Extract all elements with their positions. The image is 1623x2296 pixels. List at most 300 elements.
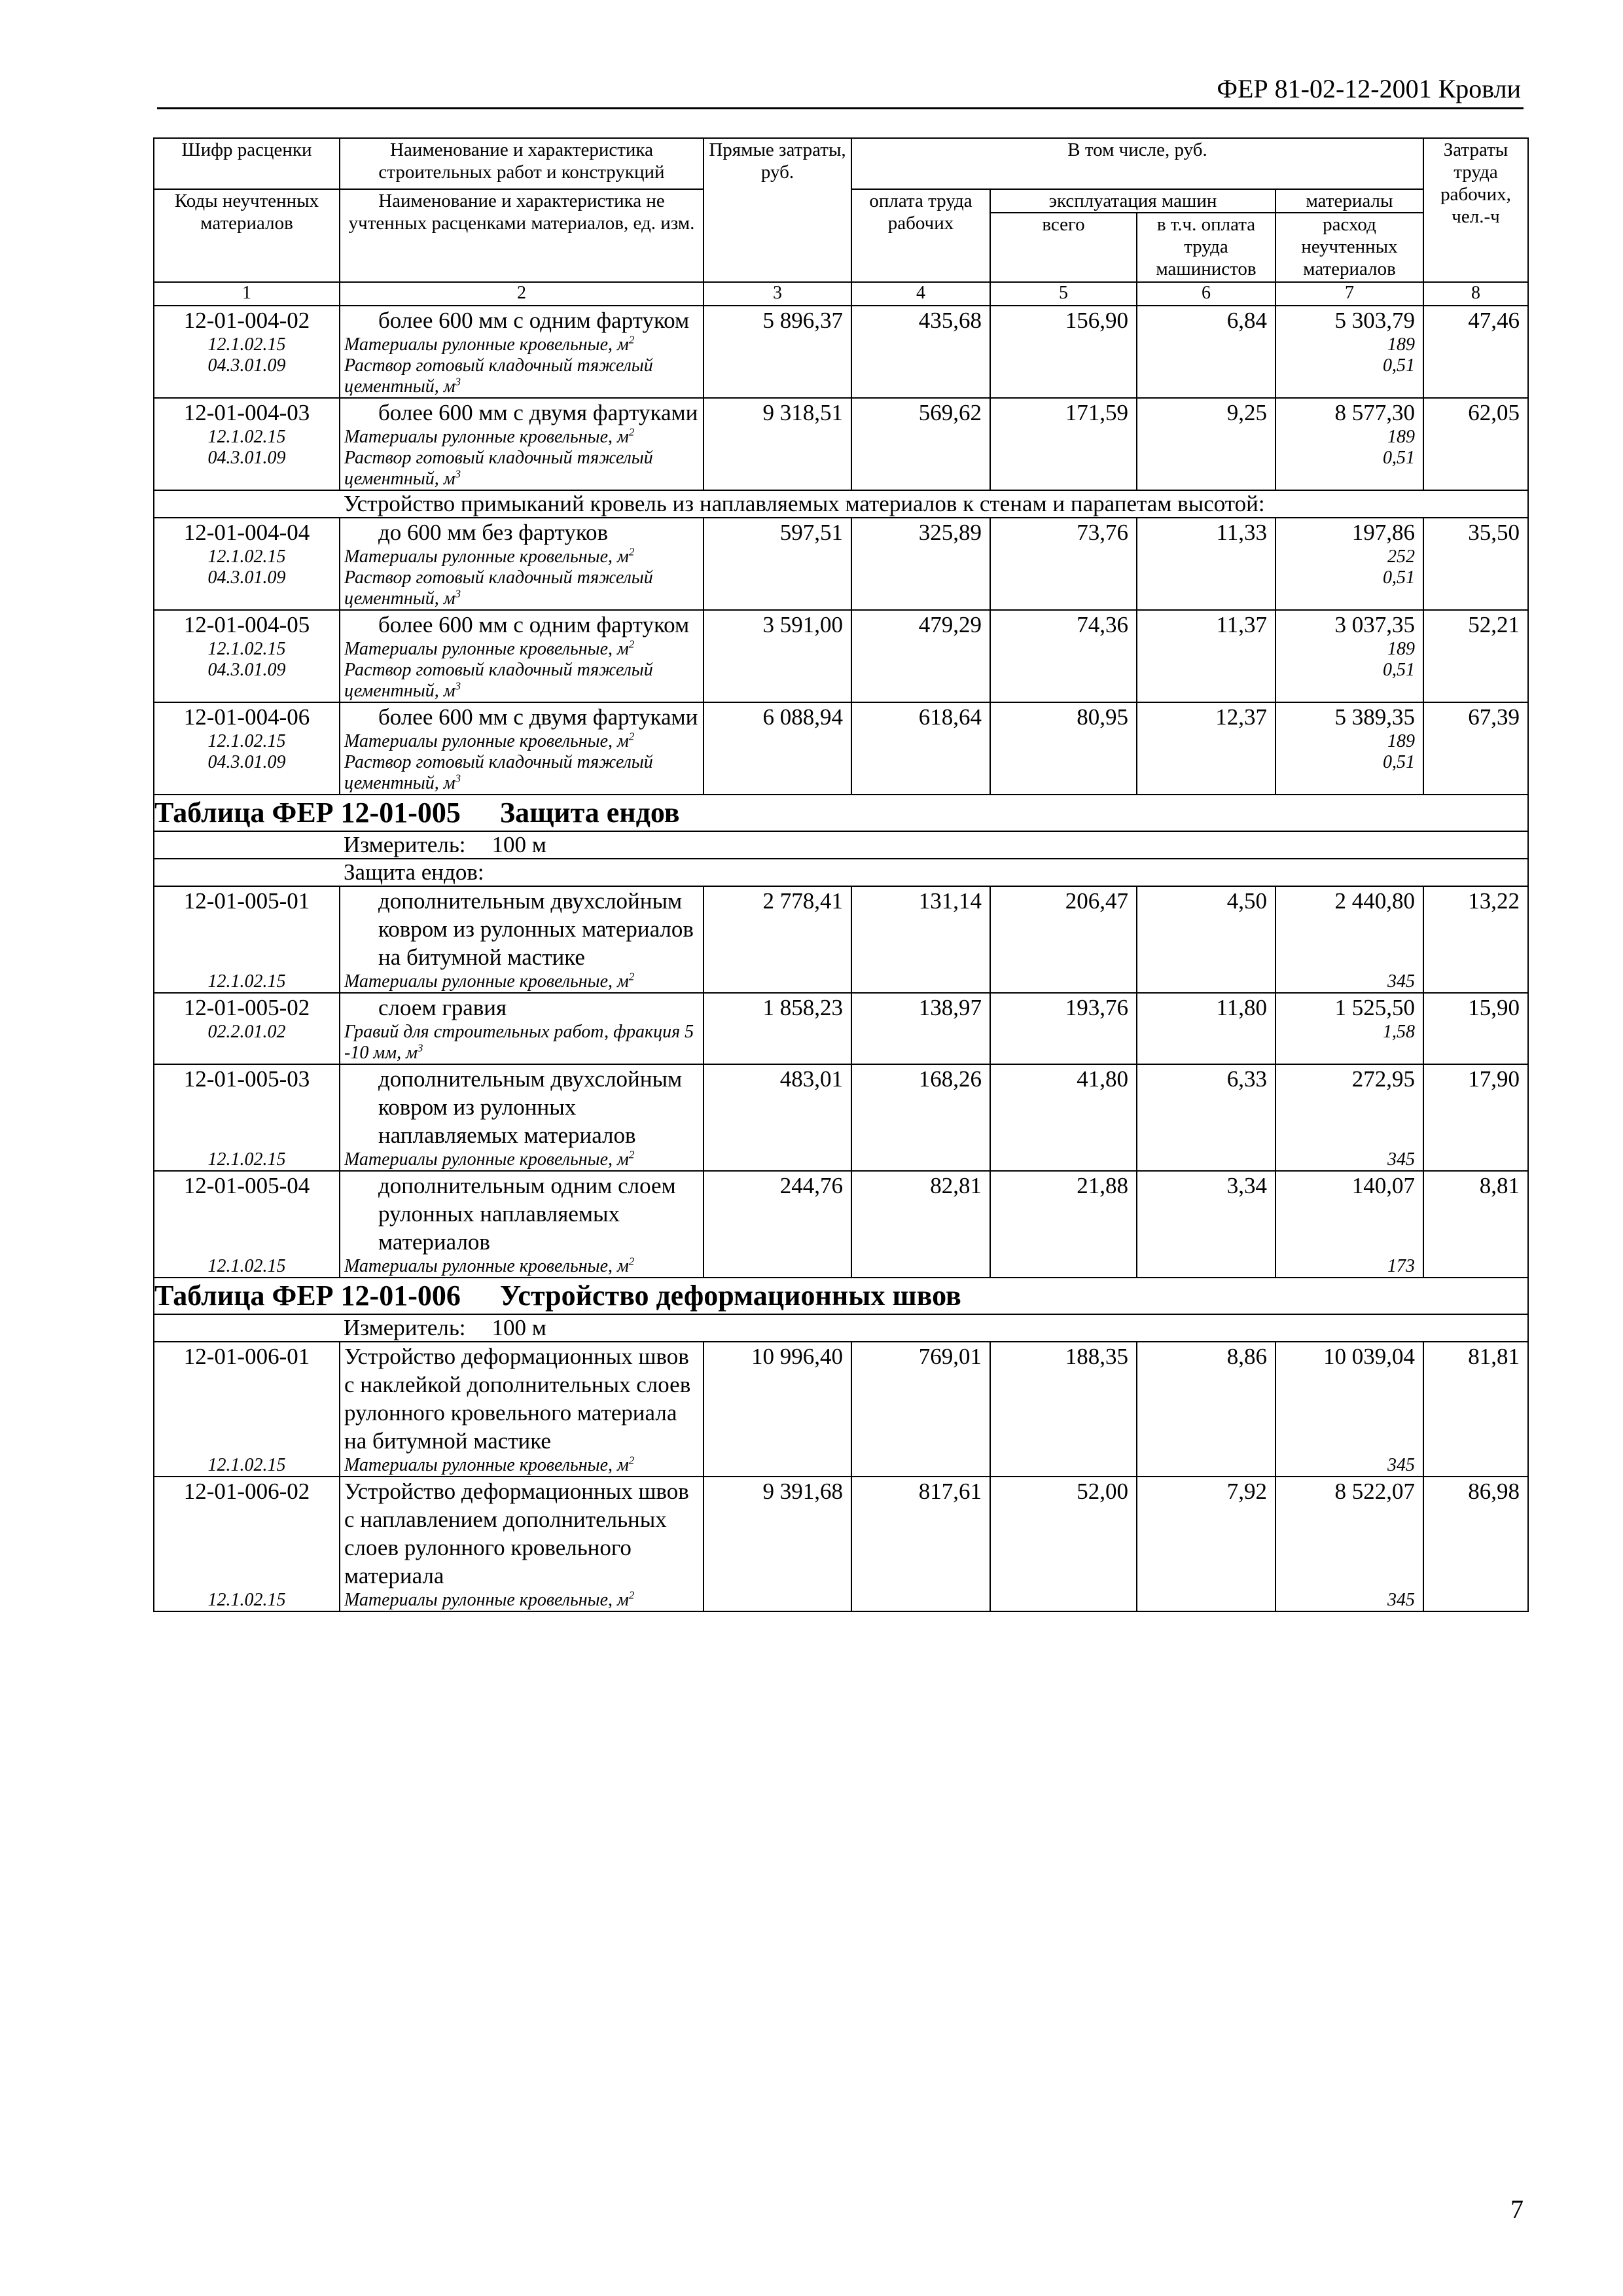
material-code: 02.2.01.02 bbox=[207, 1022, 286, 1042]
cost-value: 17,90 bbox=[1423, 1064, 1528, 1171]
material-qtys bbox=[1276, 1455, 1415, 1476]
materials-value: 1 525,50 bbox=[1334, 995, 1415, 1020]
material-name-text: Раствор готовый кладочный тяжелый цементный, м bbox=[344, 355, 653, 397]
cost-value: 171,59 bbox=[990, 398, 1137, 490]
rate-code-cell bbox=[154, 886, 340, 993]
cost-value: 9 391,68 bbox=[704, 1477, 851, 1611]
rate-code: 12-01-005-01 bbox=[183, 888, 310, 914]
material-names bbox=[344, 639, 703, 702]
cost-value: 9 318,51 bbox=[704, 398, 851, 490]
column-number: 4 bbox=[851, 282, 990, 306]
cost-value: 8,81 bbox=[1423, 1171, 1528, 1278]
material-name bbox=[344, 547, 703, 567]
rate-code: 12-01-005-02 bbox=[183, 995, 310, 1020]
material-name bbox=[344, 1149, 703, 1170]
cost-value: 11,37 bbox=[1137, 610, 1275, 702]
cost-value: 6 088,94 bbox=[704, 702, 851, 795]
rate-name: более 600 мм с одним фартуком bbox=[378, 612, 690, 637]
col-materials-use: расход неучтенных материалов bbox=[1275, 213, 1423, 282]
material-name bbox=[344, 567, 703, 609]
rate-name-cell bbox=[340, 398, 704, 490]
code-spacer bbox=[154, 1505, 339, 1590]
material-names bbox=[344, 427, 703, 490]
material-codes bbox=[154, 1256, 339, 1277]
col-incl: В том числе, руб. bbox=[851, 138, 1423, 189]
meter-row bbox=[154, 1314, 1528, 1342]
cost-value: 81,81 bbox=[1423, 1342, 1528, 1477]
rate-code: 12-01-004-04 bbox=[183, 520, 310, 545]
rate-name: дополнительным двухслойным ковром из рулонных материалов на битумной мастике bbox=[378, 888, 694, 970]
material-codes bbox=[154, 1149, 339, 1170]
rate-code-cell bbox=[154, 398, 340, 490]
col-direct: Прямые затраты, руб. bbox=[704, 138, 851, 282]
rate-code-cell bbox=[154, 1477, 340, 1611]
cost-value: 15,90 bbox=[1423, 993, 1528, 1064]
cost-value: 569,62 bbox=[851, 398, 990, 490]
material-name-text: Материалы рулонные кровельные, м bbox=[344, 1149, 629, 1170]
material-qtys bbox=[1276, 1256, 1415, 1277]
material-qty: 189 bbox=[1387, 427, 1415, 447]
cost-value: 244,76 bbox=[704, 1171, 851, 1278]
material-unit-power: 2 bbox=[628, 425, 635, 439]
qty-spacer bbox=[1276, 1200, 1415, 1256]
material-names bbox=[344, 1455, 703, 1476]
cost-value: 435,68 bbox=[851, 306, 990, 398]
rate-code-cell bbox=[154, 702, 340, 795]
materials-cell bbox=[1275, 1477, 1423, 1611]
meter bbox=[340, 831, 1528, 859]
rate-code-cell bbox=[154, 1064, 340, 1171]
cost-value: 1 858,23 bbox=[704, 993, 851, 1064]
column-number: 2 bbox=[340, 282, 704, 306]
material-qtys bbox=[1276, 731, 1415, 773]
page-header bbox=[157, 73, 1524, 109]
material-name-text: Материалы рулонные кровельные, м bbox=[344, 639, 629, 659]
material-codes bbox=[154, 547, 339, 588]
qty-spacer bbox=[1276, 915, 1415, 971]
material-code: 04.3.01.09 bbox=[207, 567, 286, 588]
code-spacer bbox=[154, 915, 339, 971]
material-name bbox=[344, 427, 703, 448]
materials-cell bbox=[1275, 1064, 1423, 1171]
cost-value: 156,90 bbox=[990, 306, 1137, 398]
cost-value: 80,95 bbox=[990, 702, 1137, 795]
cost-value: 13,22 bbox=[1423, 886, 1528, 993]
material-unit-power: 3 bbox=[455, 679, 461, 692]
rate-row bbox=[154, 886, 1528, 993]
material-qty: 0,51 bbox=[1383, 567, 1415, 588]
material-unit-power: 2 bbox=[628, 545, 635, 558]
cost-value: 11,33 bbox=[1137, 518, 1275, 610]
material-unit-power: 2 bbox=[628, 1255, 635, 1268]
col-labor-cost: Затраты труда рабочих, чел.-ч bbox=[1423, 138, 1528, 282]
materials-cell bbox=[1275, 702, 1423, 795]
rate-row bbox=[154, 1477, 1528, 1611]
code-spacer bbox=[154, 1200, 339, 1256]
material-name bbox=[344, 448, 703, 490]
material-names bbox=[344, 971, 703, 992]
cost-value: 7,92 bbox=[1137, 1477, 1275, 1611]
cost-value: 11,80 bbox=[1137, 993, 1275, 1064]
material-codes bbox=[154, 1022, 339, 1043]
rate-name: дополнительным двухслойным ковром из рулонных наплавляемых материалов bbox=[378, 1066, 683, 1148]
cost-value: 817,61 bbox=[851, 1477, 990, 1611]
material-names bbox=[344, 334, 703, 397]
cost-value: 73,76 bbox=[990, 518, 1137, 610]
material-code: 12.1.02.15 bbox=[207, 971, 286, 992]
materials-value: 8 522,07 bbox=[1334, 1479, 1415, 1504]
rate-name-cell bbox=[340, 1477, 704, 1611]
cost-value: 2 778,41 bbox=[704, 886, 851, 993]
material-qty: 0,51 bbox=[1383, 355, 1415, 376]
material-code: 12.1.02.15 bbox=[207, 1590, 286, 1610]
materials-cell bbox=[1275, 398, 1423, 490]
column-number: 6 bbox=[1137, 282, 1275, 306]
column-number: 3 bbox=[704, 282, 851, 306]
rate-code: 12-01-005-03 bbox=[183, 1066, 310, 1092]
material-names bbox=[344, 731, 703, 794]
rate-code: 12-01-006-01 bbox=[183, 1344, 310, 1369]
material-unit-power: 2 bbox=[628, 730, 635, 743]
material-qty: 0,51 bbox=[1383, 448, 1415, 468]
cost-value: 193,76 bbox=[990, 993, 1137, 1064]
material-qty: 345 bbox=[1387, 1149, 1415, 1170]
rate-code: 12-01-004-03 bbox=[183, 400, 310, 425]
rate-name: более 600 мм с двумя фартуками bbox=[378, 704, 698, 730]
document-title: ФЕР 81-02-12-2001 Кровли bbox=[1217, 74, 1521, 103]
material-name bbox=[344, 1455, 703, 1476]
table-title-text: Устройство деформационных швов bbox=[499, 1280, 961, 1312]
column-numbers-row bbox=[154, 282, 1528, 306]
materials-value: 8 577,30 bbox=[1334, 400, 1415, 425]
col-labor-pay: оплата труда рабочих bbox=[851, 189, 990, 282]
meter-label: Измеритель: bbox=[344, 832, 466, 857]
material-qtys bbox=[1276, 1149, 1415, 1170]
materials-cell bbox=[1275, 886, 1423, 993]
table-title bbox=[154, 1278, 1528, 1314]
column-number: 7 bbox=[1275, 282, 1423, 306]
material-name bbox=[344, 334, 703, 355]
cost-value: 41,80 bbox=[990, 1064, 1137, 1171]
rate-name-cell bbox=[340, 518, 704, 610]
rate-row bbox=[154, 518, 1528, 610]
material-qty: 189 bbox=[1387, 639, 1415, 659]
rate-name: дополнительным одним слоем рулонных наплавляемых материалов bbox=[378, 1173, 676, 1255]
rate-code-cell bbox=[154, 610, 340, 702]
material-qtys bbox=[1276, 547, 1415, 588]
cost-value: 82,81 bbox=[851, 1171, 990, 1278]
material-name-text: Материалы рулонные кровельные, м bbox=[344, 427, 629, 447]
cost-value: 6,84 bbox=[1137, 306, 1275, 398]
cost-value: 47,46 bbox=[1423, 306, 1528, 398]
cost-value: 206,47 bbox=[990, 886, 1137, 993]
material-qty: 345 bbox=[1387, 1590, 1415, 1610]
cost-value: 3 591,00 bbox=[704, 610, 851, 702]
rate-name: более 600 мм с двумя фартуками bbox=[378, 400, 698, 425]
rate-name-cell bbox=[340, 993, 704, 1064]
material-name-text: Раствор готовый кладочный тяжелый цементный, м bbox=[344, 567, 653, 609]
qty-spacer bbox=[1276, 1505, 1415, 1590]
table-title-row bbox=[154, 795, 1528, 831]
material-name bbox=[344, 660, 703, 702]
column-number: 5 bbox=[990, 282, 1137, 306]
col-machines-labor: в т.ч. оплата труда машинистов bbox=[1137, 213, 1275, 282]
table-head bbox=[154, 138, 1528, 306]
table-title-row bbox=[154, 1278, 1528, 1314]
material-qty: 189 bbox=[1387, 334, 1415, 355]
material-codes bbox=[154, 639, 339, 681]
material-name-text: Раствор готовый кладочный тяжелый цементный, м bbox=[344, 752, 653, 793]
group-row bbox=[154, 859, 1528, 886]
rate-row bbox=[154, 1342, 1528, 1477]
column-number: 8 bbox=[1423, 282, 1528, 306]
material-qty: 0,51 bbox=[1383, 660, 1415, 680]
rate-code: 12-01-004-05 bbox=[183, 612, 310, 637]
cost-value: 6,33 bbox=[1137, 1064, 1275, 1171]
meter-value: 100 м bbox=[491, 1315, 546, 1340]
cost-value: 597,51 bbox=[704, 518, 851, 610]
group-heading: Защита ендов: bbox=[340, 859, 1528, 886]
cost-value: 35,50 bbox=[1423, 518, 1528, 610]
meter-row bbox=[154, 831, 1528, 859]
material-unit-power: 3 bbox=[455, 772, 461, 785]
material-qtys bbox=[1276, 1022, 1415, 1043]
cost-value: 131,14 bbox=[851, 886, 990, 993]
rate-row bbox=[154, 1171, 1528, 1278]
material-unit-power: 2 bbox=[628, 637, 635, 651]
cost-value: 21,88 bbox=[990, 1171, 1137, 1278]
table-title-code: Таблица ФЕР 12-01-005 bbox=[154, 797, 461, 829]
material-unit-power: 2 bbox=[628, 1454, 635, 1467]
cost-value: 12,37 bbox=[1137, 702, 1275, 795]
material-codes bbox=[154, 427, 339, 469]
col-name-top: Наименование и характеристика строительных работ и конструкций bbox=[340, 138, 704, 189]
meter-value: 100 м bbox=[491, 832, 546, 857]
cost-value: 769,01 bbox=[851, 1342, 990, 1477]
rate-code-cell bbox=[154, 518, 340, 610]
material-name bbox=[344, 1590, 703, 1611]
material-name-text: Гравий для строительных работ, фракция 5 -10 мм, м bbox=[344, 1022, 694, 1063]
rate-name-cell bbox=[340, 1171, 704, 1278]
material-unit-power: 2 bbox=[628, 970, 635, 983]
material-unit-power: 3 bbox=[417, 1041, 423, 1054]
materials-value: 197,86 bbox=[1351, 520, 1415, 545]
rate-name: слоем гравия bbox=[378, 995, 507, 1020]
material-unit-power: 2 bbox=[628, 1588, 635, 1602]
col-code-top: Шифр расценки bbox=[154, 138, 340, 189]
cost-value: 74,36 bbox=[990, 610, 1137, 702]
material-codes bbox=[154, 334, 339, 376]
materials-value: 272,95 bbox=[1351, 1066, 1415, 1092]
rate-name-cell bbox=[340, 610, 704, 702]
material-name bbox=[344, 971, 703, 992]
material-code: 04.3.01.09 bbox=[207, 355, 286, 376]
material-codes bbox=[154, 1590, 339, 1611]
rate-code: 12-01-005-04 bbox=[183, 1173, 310, 1198]
material-names bbox=[344, 547, 703, 609]
material-name-text: Материалы рулонные кровельные, м bbox=[344, 731, 629, 751]
price-table bbox=[153, 137, 1529, 1612]
material-name-text: Материалы рулонные кровельные, м bbox=[344, 1590, 629, 1610]
rate-name-cell bbox=[340, 1064, 704, 1171]
col-materials: материалы bbox=[1275, 189, 1423, 213]
rate-row bbox=[154, 306, 1528, 398]
rate-name: более 600 мм с одним фартуком bbox=[378, 308, 690, 333]
rate-code-cell bbox=[154, 306, 340, 398]
material-name-text: Материалы рулонные кровельные, м bbox=[344, 971, 629, 992]
material-qtys bbox=[1276, 334, 1415, 376]
table-title-text: Защита ендов bbox=[499, 797, 680, 829]
cost-value: 52,00 bbox=[990, 1477, 1137, 1611]
material-name bbox=[344, 1022, 703, 1064]
material-code: 12.1.02.15 bbox=[207, 1256, 286, 1276]
material-qtys bbox=[1276, 427, 1415, 469]
rate-code-cell bbox=[154, 993, 340, 1064]
cost-value: 483,01 bbox=[704, 1064, 851, 1171]
cost-value: 67,39 bbox=[1423, 702, 1528, 795]
cost-value: 138,97 bbox=[851, 993, 990, 1064]
material-code: 12.1.02.15 bbox=[207, 639, 286, 659]
material-unit-power: 3 bbox=[455, 467, 461, 480]
material-qty: 189 bbox=[1387, 731, 1415, 751]
column-number: 1 bbox=[154, 282, 340, 306]
material-name-text: Материалы рулонные кровельные, м bbox=[344, 1455, 629, 1475]
rate-code-cell bbox=[154, 1171, 340, 1278]
col-name-bottom: Наименование и характеристика не учтенных расценками материалов, ед. изм. bbox=[340, 189, 704, 282]
material-code: 12.1.02.15 bbox=[207, 547, 286, 567]
cost-value: 86,98 bbox=[1423, 1477, 1528, 1611]
cost-value: 325,89 bbox=[851, 518, 990, 610]
material-code: 04.3.01.09 bbox=[207, 660, 286, 680]
materials-value: 5 303,79 bbox=[1334, 308, 1415, 333]
material-code: 04.3.01.09 bbox=[207, 752, 286, 772]
meter-spacer bbox=[154, 831, 340, 859]
material-qty: 345 bbox=[1387, 971, 1415, 992]
material-qty: 252 bbox=[1387, 547, 1415, 567]
cost-value: 10 996,40 bbox=[704, 1342, 851, 1477]
group-spacer bbox=[154, 859, 340, 886]
group-spacer bbox=[154, 490, 340, 518]
materials-cell bbox=[1275, 518, 1423, 610]
material-name-text: Раствор готовый кладочный тяжелый цементный, м bbox=[344, 448, 653, 489]
col-machines-total: всего bbox=[990, 213, 1137, 282]
rate-row bbox=[154, 1064, 1528, 1171]
material-qty: 1,58 bbox=[1383, 1022, 1415, 1042]
code-spacer bbox=[154, 1093, 339, 1149]
rate-row bbox=[154, 610, 1528, 702]
material-qtys bbox=[1276, 1590, 1415, 1611]
cost-value: 479,29 bbox=[851, 610, 990, 702]
materials-value: 10 039,04 bbox=[1323, 1344, 1415, 1369]
material-code: 12.1.02.15 bbox=[207, 1455, 286, 1475]
materials-cell bbox=[1275, 1171, 1423, 1278]
material-name bbox=[344, 752, 703, 794]
materials-value: 2 440,80 bbox=[1334, 888, 1415, 914]
material-qtys bbox=[1276, 639, 1415, 681]
material-unit-power: 2 bbox=[628, 333, 635, 346]
code-spacer bbox=[154, 1371, 339, 1455]
rate-row bbox=[154, 993, 1528, 1064]
col-machines: эксплуатация машин bbox=[990, 189, 1275, 213]
materials-cell bbox=[1275, 306, 1423, 398]
material-qty: 0,51 bbox=[1383, 752, 1415, 772]
material-codes bbox=[154, 971, 339, 992]
rate-code-cell bbox=[154, 1342, 340, 1477]
rate-code: 12-01-006-02 bbox=[183, 1479, 310, 1504]
materials-value: 3 037,35 bbox=[1334, 612, 1415, 637]
material-unit-power: 3 bbox=[455, 375, 461, 388]
rate-name-cell bbox=[340, 886, 704, 993]
rate-row bbox=[154, 702, 1528, 795]
material-code: 12.1.02.15 bbox=[207, 731, 286, 751]
material-unit-power: 2 bbox=[628, 1148, 635, 1161]
cost-value: 62,05 bbox=[1423, 398, 1528, 490]
group-heading: Устройство примыканий кровель из наплавляемых материалов к стенам и парапетам высотой: bbox=[340, 490, 1528, 518]
rate-row bbox=[154, 398, 1528, 490]
material-qty: 345 bbox=[1387, 1455, 1415, 1475]
material-name-text: Материалы рулонные кровельные, м bbox=[344, 547, 629, 567]
col-code-bottom: Коды неучтенных материалов bbox=[154, 189, 340, 282]
material-name bbox=[344, 1256, 703, 1277]
rate-code: 12-01-004-06 bbox=[183, 704, 310, 730]
material-qtys bbox=[1276, 971, 1415, 992]
cost-value: 168,26 bbox=[851, 1064, 990, 1171]
cost-value: 5 896,37 bbox=[704, 306, 851, 398]
material-names bbox=[344, 1022, 703, 1064]
rate-name-cell bbox=[340, 702, 704, 795]
material-code: 12.1.02.15 bbox=[207, 427, 286, 447]
materials-value: 5 389,35 bbox=[1334, 704, 1415, 730]
group-row bbox=[154, 490, 1528, 518]
material-code: 12.1.02.15 bbox=[207, 1149, 286, 1170]
material-unit-power: 3 bbox=[455, 587, 461, 600]
qty-spacer bbox=[1276, 1371, 1415, 1455]
material-code: 04.3.01.09 bbox=[207, 448, 286, 468]
qty-spacer bbox=[1276, 1093, 1415, 1149]
table-title bbox=[154, 795, 1528, 831]
cost-value: 9,25 bbox=[1137, 398, 1275, 490]
rate-name: Устройство деформационных швов с наплавлением дополнительных слоев рулонного кровельного материала bbox=[344, 1479, 689, 1588]
rate-name-cell bbox=[340, 1342, 704, 1477]
table-title-code: Таблица ФЕР 12-01-006 bbox=[154, 1280, 461, 1312]
cost-value: 8,86 bbox=[1137, 1342, 1275, 1477]
material-code: 12.1.02.15 bbox=[207, 334, 286, 355]
materials-value: 140,07 bbox=[1351, 1173, 1415, 1198]
materials-cell bbox=[1275, 610, 1423, 702]
material-name-text: Материалы рулонные кровельные, м bbox=[344, 334, 629, 355]
material-names bbox=[344, 1590, 703, 1611]
material-codes bbox=[154, 731, 339, 773]
rate-name: до 600 мм без фартуков bbox=[378, 520, 609, 545]
cost-value: 4,50 bbox=[1137, 886, 1275, 993]
meter bbox=[340, 1314, 1528, 1342]
material-names bbox=[344, 1256, 703, 1277]
material-qty: 173 bbox=[1387, 1256, 1415, 1276]
materials-cell bbox=[1275, 993, 1423, 1064]
material-name-text: Материалы рулонные кровельные, м bbox=[344, 1256, 629, 1276]
meter-spacer bbox=[154, 1314, 340, 1342]
table-body bbox=[154, 306, 1528, 1611]
material-name-text: Раствор готовый кладочный тяжелый цементный, м bbox=[344, 660, 653, 701]
cost-value: 188,35 bbox=[990, 1342, 1137, 1477]
material-codes bbox=[154, 1455, 339, 1476]
cost-value: 3,34 bbox=[1137, 1171, 1275, 1278]
rate-code: 12-01-004-02 bbox=[183, 308, 310, 333]
rate-name: Устройство деформационных швов с наклейкой дополнительных слоев рулонного кровельного материала на битумной мастике bbox=[344, 1344, 691, 1454]
meter-label: Измеритель: bbox=[344, 1315, 466, 1340]
cost-value: 618,64 bbox=[851, 702, 990, 795]
cost-value: 52,21 bbox=[1423, 610, 1528, 702]
